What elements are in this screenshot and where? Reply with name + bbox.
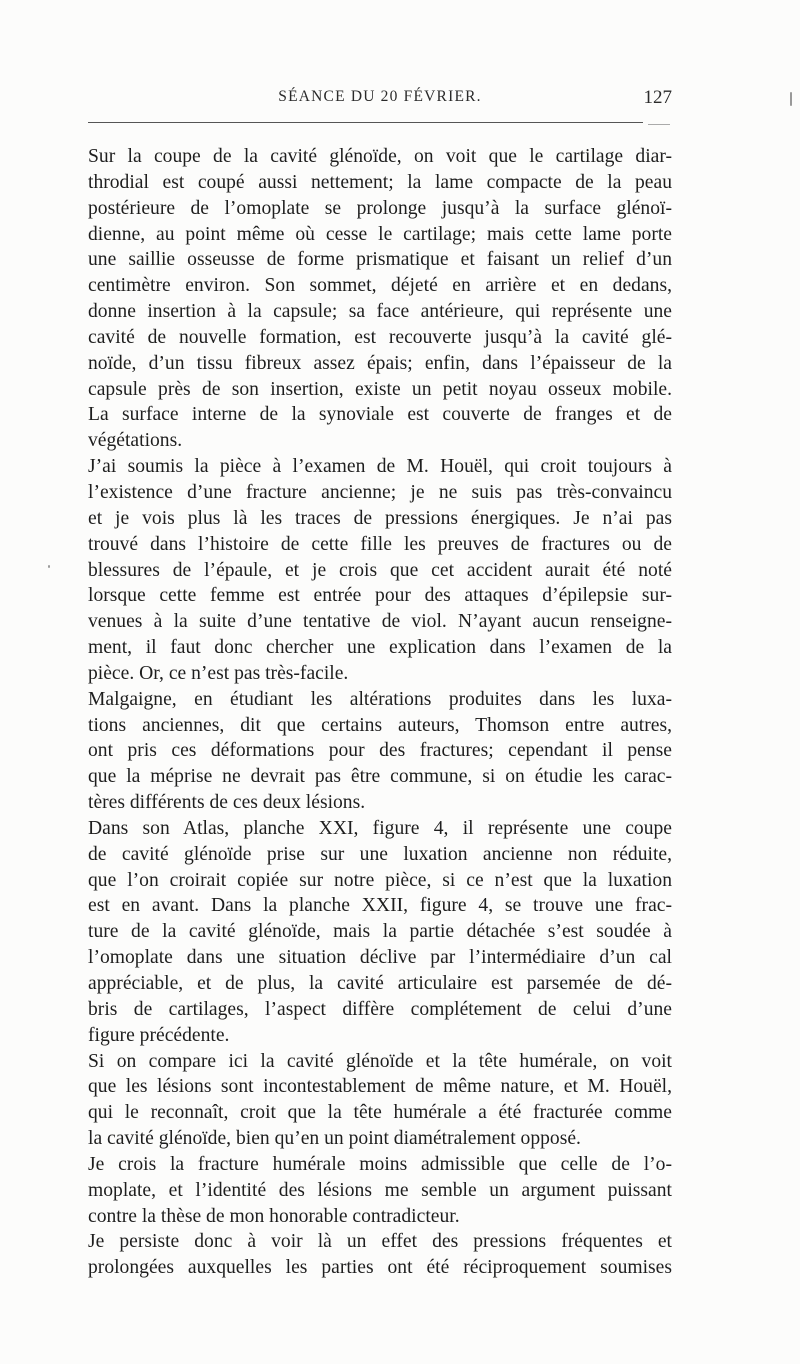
text-line: Je crois la fracture humérale moins admissible que celle de l’o- bbox=[88, 1153, 672, 1175]
text-line: Malgaigne, en étudiant les altérations produites dans les luxa- bbox=[88, 688, 672, 710]
text-line: ment, il faut donc chercher une explication dans l’examen de la bbox=[88, 637, 672, 659]
text-line: qui le reconnaît, croit que la tête humérale a été fracturée comme bbox=[88, 1102, 672, 1124]
text-line: tères différents de ces deux lésions. bbox=[88, 792, 366, 814]
paragraph bbox=[88, 1229, 672, 1281]
paragraph bbox=[88, 1152, 672, 1230]
text-line: pièce. Or, ce n’est pas très-facile. bbox=[88, 662, 349, 684]
text-line: lorsque cette femme est entrée pour des attaques d’épilepsie sur- bbox=[88, 585, 672, 607]
text-line: noïde, d’un tissu fibreux assez épais; enfin, dans l’épaisseur de la bbox=[88, 352, 672, 374]
running-title: SÉANCE DU 20 FÉVRIER. bbox=[278, 88, 482, 105]
text-line: Dans son Atlas, planche XXI, figure 4, il représente une coupe bbox=[88, 817, 672, 839]
text-line: contre la thèse de mon honorable contradicteur. bbox=[88, 1205, 460, 1227]
text-line: tions anciennes, dit que certains auteurs, Thomson entre autres, bbox=[88, 714, 672, 736]
text-line: capsule près de son insertion, existe un petit noyau osseux mobile. bbox=[88, 378, 672, 400]
paragraph bbox=[88, 1049, 672, 1152]
paragraph bbox=[88, 454, 672, 687]
text-line: l’existence d’une fracture ancienne; je ne suis pas très-convaincu bbox=[88, 481, 672, 503]
text-line: Si on compare ici la cavité glénoïde et la tête humérale, on voit bbox=[88, 1050, 672, 1072]
paper-speck bbox=[48, 565, 50, 568]
text-line: cavité de nouvelle formation, est recouverte jusqu’à la cavité glé- bbox=[88, 326, 672, 348]
text-line: ont pris ces déformations pour des fractures; cependant il pense bbox=[88, 740, 672, 762]
text-line: J’ai soumis la pièce à l’examen de M. Houël, qui croit toujours à bbox=[88, 456, 672, 478]
text-line: bris de cartilages, l’aspect diffère complétement de celui d’une bbox=[88, 998, 672, 1020]
text-line: venues à la suite d’une tentative de viol. N’ayant aucun renseigne- bbox=[88, 611, 672, 633]
text-line: prolongées auxquelles les parties ont été réciproquement soumises bbox=[88, 1257, 672, 1279]
paper-speck bbox=[790, 92, 792, 106]
body-text bbox=[88, 144, 672, 1281]
paragraph bbox=[88, 816, 672, 1049]
paragraph bbox=[88, 687, 672, 816]
text-line: blessures de l’épaule, et je crois que cet accident aurait été noté bbox=[88, 559, 672, 581]
text-line: et je vois plus là les traces de pressions énergiques. Je n’ai pas bbox=[88, 507, 672, 529]
header-rule-tail bbox=[648, 124, 670, 125]
header-rule bbox=[88, 122, 643, 123]
text-line: trouvé dans l’histoire de cette fille les preuves de fractures ou de bbox=[88, 533, 672, 555]
text-line: de cavité glénoïde prise sur une luxation ancienne non réduite, bbox=[88, 843, 672, 865]
running-head bbox=[88, 88, 672, 114]
text-line: l’omoplate dans une situation déclive par l’intermédiaire d’un cal bbox=[88, 947, 672, 969]
text-line: dienne, au point même où cesse le cartilage; mais cette lame porte bbox=[88, 223, 672, 245]
text-line: donne insertion à la capsule; sa face antérieure, qui représente une bbox=[88, 301, 672, 323]
text-line: throdial est coupé aussi nettement; la lame compacte de la peau bbox=[88, 171, 672, 193]
text-line: moplate, et l’identité des lésions me semble un argument puissant bbox=[88, 1179, 672, 1201]
paragraph bbox=[88, 144, 672, 454]
text-line: que la méprise ne devrait pas être commune, si on étudie les carac- bbox=[88, 766, 672, 788]
text-line: Sur la coupe de la cavité glénoïde, on voit que le cartilage diar- bbox=[88, 146, 672, 167]
text-line: une saillie osseusse de forme prismatique et faisant un relief d’un bbox=[88, 249, 672, 271]
text-line: Je persiste donc à voir là un effet des pressions fréquentes et bbox=[88, 1231, 672, 1253]
text-line: que l’on croirait copiée sur notre pièce, si ce n’est que la luxation bbox=[88, 869, 672, 891]
text-line: La surface interne de la synoviale est couverte de franges et de bbox=[88, 404, 672, 426]
text-line: ture de la cavité glénoïde, mais la partie détachée s’est soudée à bbox=[88, 921, 672, 943]
page-number: 127 bbox=[643, 87, 672, 108]
text-line: que les lésions sont incontestablement de même nature, et M. Houël, bbox=[88, 1076, 672, 1098]
text-line: centimètre environ. Son sommet, déjeté en arrière et en dedans, bbox=[88, 275, 672, 297]
text-line: postérieure de l’omoplate se prolonge jusqu’à la surface glénoï- bbox=[88, 197, 672, 219]
text-line: appréciable, et de plus, la cavité articulaire est parsemée de dé- bbox=[88, 973, 672, 994]
text-line: figure précédente. bbox=[88, 1024, 230, 1046]
text-line: la cavité glénoïde, bien qu’en un point diamétralement opposé. bbox=[88, 1128, 581, 1150]
text-line: végétations. bbox=[88, 430, 183, 452]
text-line: est en avant. Dans la planche XXII, figure 4, se trouve une frac- bbox=[88, 895, 672, 917]
